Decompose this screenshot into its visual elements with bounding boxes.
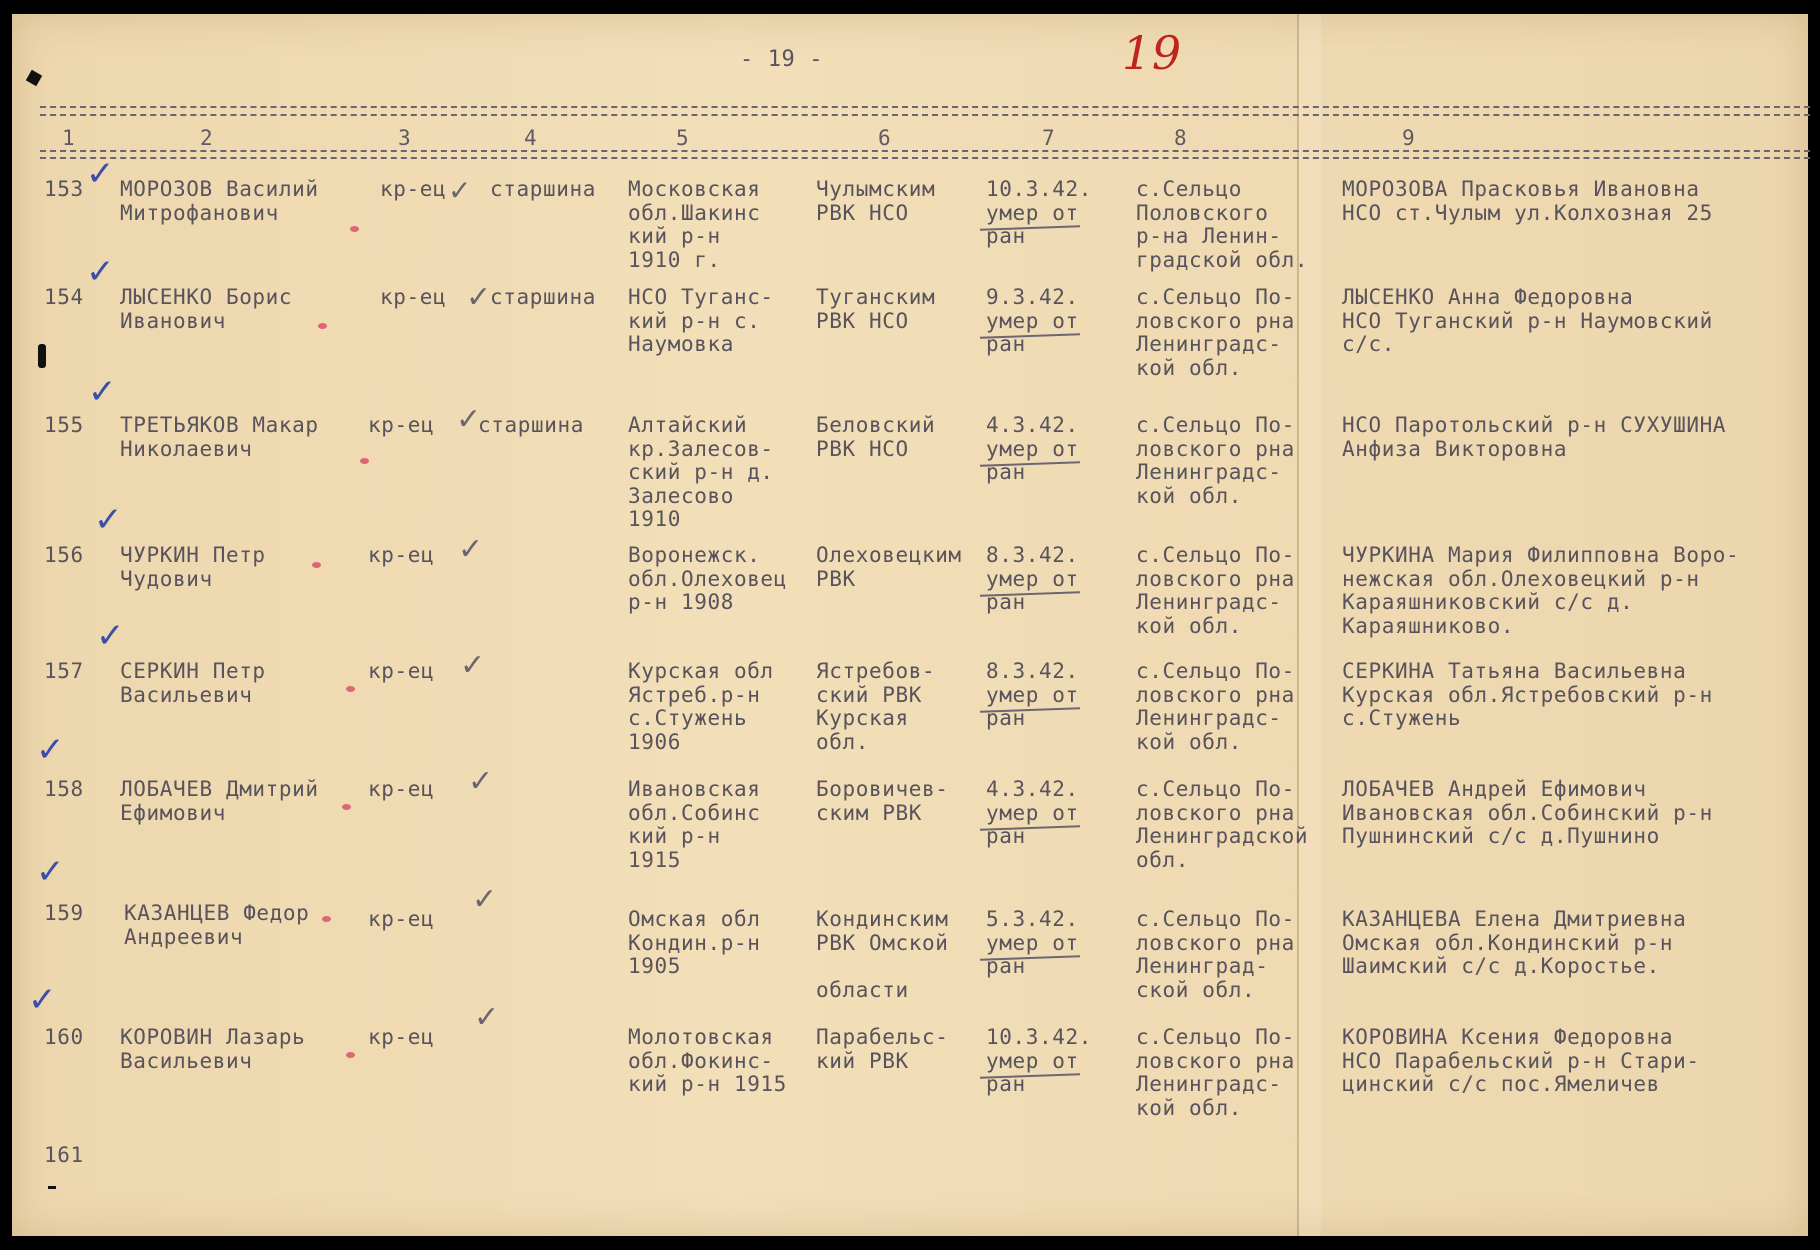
red-mark — [346, 1052, 355, 1058]
binding-hole — [48, 1186, 56, 1189]
column-header: 1 — [62, 126, 75, 150]
rank: кр-ец — [380, 177, 447, 201]
birth-info: Московская обл.Шакинс кий р-н 1910 г. — [628, 177, 761, 272]
date-of-death: 4.3.42. умер от ран — [986, 413, 1079, 484]
duty: старшина — [490, 177, 596, 201]
column-header: 5 — [676, 126, 689, 150]
birth-info: Ивановская обл.Собинс кий р-н 1915 — [628, 777, 761, 872]
enlistment-office: Ястребов- ский РВК Курская обл. — [816, 659, 936, 754]
burial-place: с.Сельцо По- ловского рна Ленинградс- кой обл. — [1136, 285, 1295, 380]
check-mark-icon: ✓ — [36, 730, 65, 770]
next-of-kin: ЛОБАЧЕВ Андрей Ефимович Ивановская обл.Собинский р-н Пушнинский с/с д.Пушнино — [1342, 777, 1713, 848]
red-mark — [318, 323, 327, 329]
next-of-kin: СЕРКИНА Татьяна Васильевна Курская обл.Ястребовский р-н с.Стужень — [1342, 659, 1713, 730]
row-number: 157 — [44, 659, 84, 683]
burial-place: с.Сельцо По- ловского рна Ленинградс- кой обл. — [1136, 659, 1295, 754]
person-name: ЧУРКИН Петр Чудович — [120, 543, 266, 591]
burial-place: с.Сельцо По- ловского рна Ленинградс- кой обл. — [1136, 413, 1295, 508]
column-header: 8 — [1174, 126, 1187, 150]
enlistment-office: Олеховецким РВК — [816, 543, 962, 591]
next-of-kin: КАЗАНЦЕВА Елена Дмитриевна Омская обл.Кондинский р-н Шаимский с/с д.Коростье. — [1342, 907, 1687, 978]
red-mark — [322, 916, 331, 922]
red-mark — [346, 686, 355, 692]
birth-info: Воронежск. обл.Олеховец р-н 1908 — [628, 543, 787, 614]
red-mark — [360, 458, 369, 464]
rank: кр-ец — [368, 659, 435, 683]
red-mark — [342, 804, 351, 810]
next-of-kin: КОРОВИНА Ксения Федоровна НСО Парабельский р-н Стари- цинский с/с пос.Ямеличев — [1342, 1025, 1700, 1096]
archive-sheet — [12, 14, 1808, 1236]
birth-info: Молотовская обл.Фокинс- кий р-н 1915 — [628, 1025, 787, 1096]
duty: старшина — [478, 413, 584, 437]
next-of-kin: НСО Паротольский р-н СУХУШИНА Анфиза Викторовна — [1342, 413, 1727, 461]
check-mark-icon: ✓ — [88, 372, 117, 412]
column-header: 7 — [1042, 126, 1055, 150]
date-of-death: 4.3.42. умер от ран — [986, 777, 1079, 848]
row-number: 155 — [44, 413, 84, 437]
check-mark-icon: ✓ — [36, 852, 65, 892]
next-of-kin: МОРОЗОВА Прасковья Ивановна НСО ст.Чулым ул.Колхозная 25 — [1342, 177, 1713, 225]
rank: кр-ец — [368, 1025, 435, 1049]
date-of-death: 8.3.42. умер от ран — [986, 543, 1079, 614]
burial-place: с.Сельцо По- ловского рна Ленинградс- кой обл. — [1136, 1025, 1295, 1120]
person-name: ЛЫСЕНКО Борис Иванович — [120, 285, 293, 333]
check-mark-icon: ✓ — [28, 980, 57, 1020]
date-of-death: 9.3.42. умер от ран — [986, 285, 1079, 356]
binding-hole — [38, 344, 46, 368]
person-name: МОРОЗОВ Василий Митрофанович — [120, 177, 319, 225]
enlistment-office: Туганским РВК НСО — [816, 285, 936, 333]
person-name: СЕРКИН Петр Васильевич — [120, 659, 266, 707]
row-number: 160 — [44, 1025, 84, 1049]
next-of-kin: ЛЫСЕНКО Анна Федоровна НСО Туганский р-н Наумовский с/с. — [1342, 285, 1713, 356]
pencil-check-icon: ✓ — [472, 882, 498, 917]
pencil-check-icon: ✓ — [448, 174, 472, 207]
row-number: 154 — [44, 285, 84, 309]
column-header: 3 — [398, 126, 411, 150]
person-name: КАЗАНЦЕВ Федор Андреевич — [124, 901, 310, 949]
red-mark — [350, 226, 359, 232]
next-row-number: 161 — [44, 1143, 84, 1167]
pencil-check-icon: ✓ — [456, 402, 482, 437]
binding-hole — [26, 70, 42, 86]
column-header: 2 — [200, 126, 213, 150]
row-number: 159 — [44, 901, 84, 925]
handwritten-page-number: 19 — [1122, 26, 1182, 80]
person-name: ТРЕТЬЯКОВ Макар Николаевич — [120, 413, 319, 461]
person-name: КОРОВИН Лазарь Васильевич — [120, 1025, 306, 1073]
pencil-check-icon: ✓ — [458, 532, 484, 567]
row-number: 156 — [44, 543, 84, 567]
check-mark-icon: ✓ — [96, 616, 125, 656]
pencil-check-icon: ✓ — [474, 1000, 500, 1035]
check-mark-icon: ✓ — [86, 154, 115, 194]
birth-info: Курская обл Ястреб.р-н с.Стужень 1906 — [628, 659, 774, 754]
enlistment-office: Боровичев- ским РВК — [816, 777, 949, 825]
page-number: - 19 - — [740, 47, 824, 72]
date-of-death: 10.3.42. умер от ран — [986, 177, 1092, 248]
date-of-death: 5.3.42. умер от ран — [986, 907, 1079, 978]
birth-info: Алтайский кр.Залесов- ский р-н д. Залесово 1910 — [628, 413, 774, 531]
pencil-check-icon: ✓ — [468, 764, 494, 799]
enlistment-office: Кондинским РВК Омской области — [816, 907, 949, 1002]
header-rule-bottom — [40, 150, 1810, 152]
next-of-kin: ЧУРКИНА Мария Филипповна Воро- нежская обл.Олеховецкий р-н Караяшниковский с/с д. Караяшниково. — [1342, 543, 1740, 638]
column-header: 9 — [1402, 126, 1415, 150]
rank: кр-ец — [380, 285, 447, 309]
enlistment-office: Парабельс- кий РВК — [816, 1025, 949, 1073]
birth-info: НСО Туганс- кий р-н с. Наумовка — [628, 285, 774, 356]
burial-place: с.Сельцо По- ловского рна Ленинград- ской обл. — [1136, 907, 1295, 1002]
burial-place: с.Сельцо Половского р-на Ленин- градской обл. — [1136, 177, 1309, 272]
enlistment-office: Беловский РВК НСО — [816, 413, 936, 461]
duty: старшина — [490, 285, 596, 309]
check-mark-icon: ✓ — [94, 500, 123, 540]
burial-place: с.Сельцо По- ловского рна Ленинградской обл. — [1136, 777, 1309, 872]
enlistment-office: Чулымским РВК НСО — [816, 177, 936, 225]
date-of-death: 10.3.42. умер от ран — [986, 1025, 1092, 1096]
birth-info: Омская обл Кондин.р-н 1905 — [628, 907, 761, 978]
burial-place: с.Сельцо По- ловского рна Ленинградс- кой обл. — [1136, 543, 1295, 638]
date-of-death: 8.3.42. умер от ран — [986, 659, 1079, 730]
row-number: 158 — [44, 777, 84, 801]
rank: кр-ец — [368, 907, 435, 931]
header-rule-top — [40, 106, 1810, 108]
person-name: ЛОБАЧЕВ Дмитрий Ефимович — [120, 777, 319, 825]
rank: кр-ец — [368, 413, 435, 437]
check-mark-icon: ✓ — [86, 252, 115, 292]
column-header: 4 — [524, 126, 537, 150]
pencil-check-icon: ✓ — [460, 648, 486, 683]
row-number: 153 — [44, 177, 84, 201]
rank: кр-ец — [368, 543, 435, 567]
pencil-check-icon: ✓ — [466, 280, 492, 315]
rank: кр-ец — [368, 777, 435, 801]
red-mark — [312, 562, 321, 568]
column-header: 6 — [878, 126, 891, 150]
